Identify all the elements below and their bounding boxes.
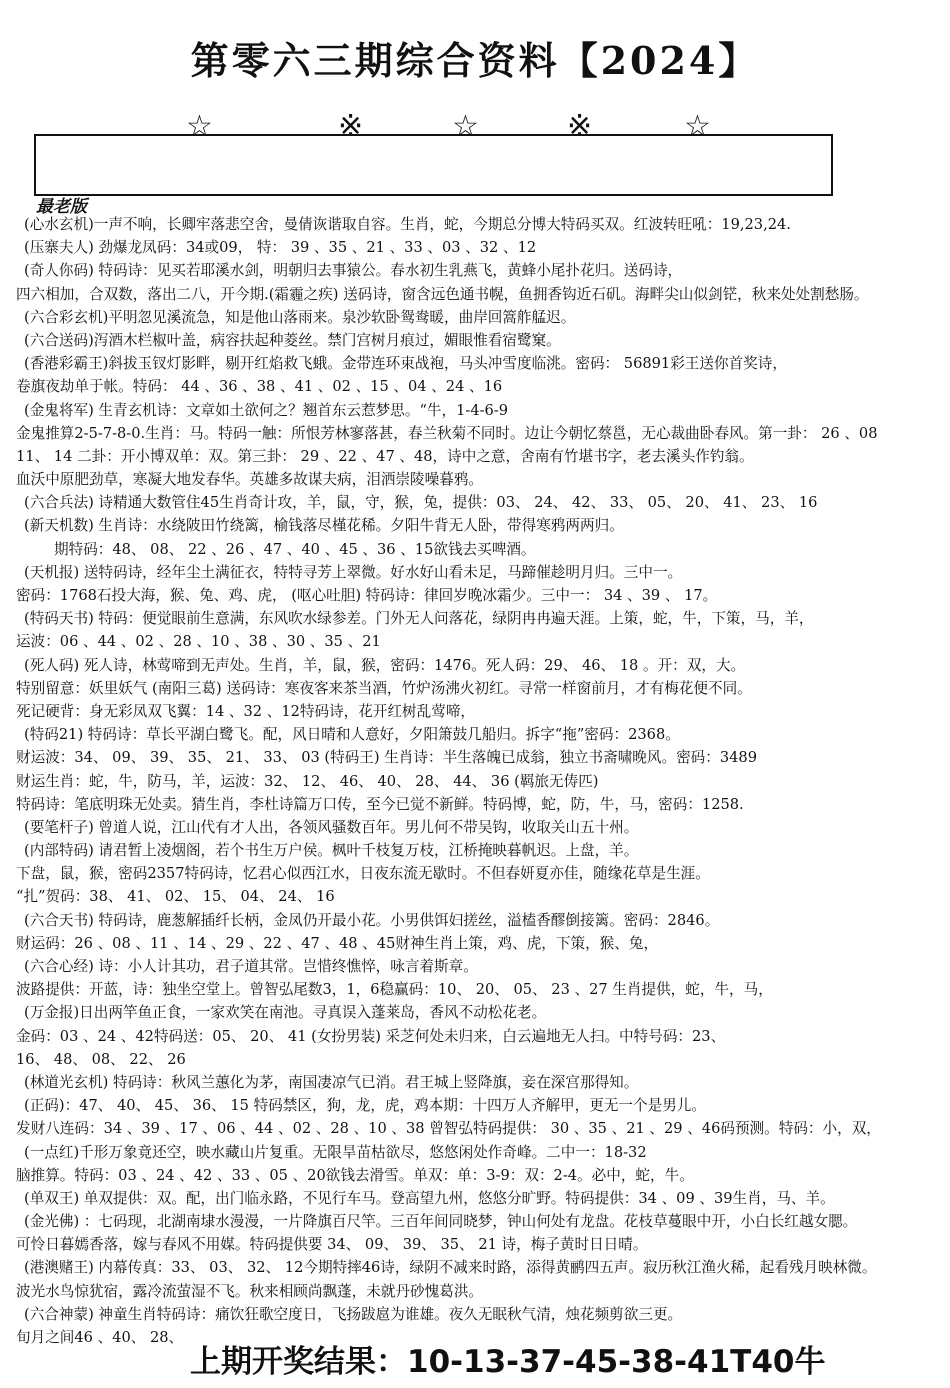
text-line: 卷旗夜劫单于帐。特码： 44 、36 、38 、41 、02 、15 、04 、24 、16 [16, 378, 503, 396]
text-line: (奇人你码) 特码诗：见买若耶溪水剑，明朝归去事猿公。春水初生乳燕飞，黄蜂小尾扑花归。送码诗， [24, 262, 683, 280]
empty-banner-box [34, 134, 833, 196]
text-line: “扎”贺码：38、 41、 02、 15、 04、 24、 16 [16, 888, 335, 906]
text-line: 期特码：48、 08、 22 、26 、47 、40 、45 、36 、15欲钱去买啤酒。 [54, 540, 536, 558]
text-line: (正码)：47、 40、 45、 36、 15 特码禁区，狗，龙，虎，鸡本期：十四万人齐解甲，更无一个是男儿。 [24, 1097, 706, 1115]
text-line: 11、 14 二卦：开小博双单：双。第三卦： 29 、22 、47 、48，诗中之意，舍南有竹堪书字，老去溪头作钓翁。 [16, 447, 754, 465]
text-line: (万金报)日出两竿鱼正食，一家欢笑在南池。寻真误入蓬莱岛，香风不动松花老。 [24, 1004, 547, 1022]
text-line: (六合兵法) 诗精通大数管住45生肖奇计攻，羊，鼠，守，猴，兔，提供：03、 24、 42、 33、 05、 20、 41、 23、 16 [24, 494, 818, 512]
content-body [16, 213, 946, 1349]
text-line: 特码诗：笔底明珠无处卖。猜生肖，李杜诗篇万口传，至今已觉不新鲜。特码博，蛇，防，牛，马，密码：1258. [16, 795, 744, 813]
text-line: 密码：1768石投大海，猴、兔、鸡、虎， (呕心吐胆) 特码诗：律回岁晚冰霜少。三中一： 34 、39 、 17。 [16, 587, 718, 604]
text-line: 脑推算。特码：03 、24 、42 、33 、05 、20欲钱去滑雪。单双：单：3-9：双：2-4。必中，蛇，牛。 [16, 1166, 694, 1184]
text-line: 16、 48、 08、 22、 26 [16, 1050, 186, 1068]
text-line: 财运生肖：蛇，牛，防马，羊，运波：32、 12、 46、 40、 28、 44、 36 (羁旅无俦匹) [16, 772, 599, 790]
asterisk-icon: ※ [338, 109, 364, 144]
text-line: 波光水鸟惊犹宿，露冷流萤湿不飞。秋来相顾尚飘蓬，未就丹砂愧葛洪。 [16, 1282, 484, 1300]
text-line: 金码：03 、24 、42特码送：05、 20、 41 (女扮男装) 采芝何处未归来，白云遍地无人扫。中特号码：23、 [16, 1027, 726, 1045]
asterisk-icon: ※ [567, 109, 593, 144]
text-line: (一点红)千形万象竟还空，映水藏山片复重。无限旱苗枯欲尽，悠悠闲处作奇峰。二中一：18-32 [24, 1143, 647, 1161]
text-line: 可怜日暮嫣香落，嫁与春风不用媒。特码提供要 34、 09、 39、 35、 21 诗，梅子黄时日日晴。 [16, 1236, 648, 1254]
text-line: 四六相加，合双数，落出二八，开今期.(霜霾之疾) 送码诗，窗含远色通书幌，鱼拥香钩近石矶。海畔尖山似剑铓，秋来处处割愁肠。 [16, 285, 869, 303]
last-draw-result: 上期开奖结果：10-13-37-45-38-41T40牛 [186, 1343, 829, 1381]
text-line: (心水玄机)一声不响，长卿牢落悲空舍，曼倩诙谐取自容。生肖，蛇，今期总分博大特码买双。红波转旺吼：19,23,24. [24, 216, 791, 233]
star-icon: ☆ [684, 109, 711, 144]
text-line: (要笔杆子) 曾道人说，江山代有才人出，各领风骚数百年。男儿何不带吴钩，收取关山五十州。 [24, 818, 639, 836]
text-line: (新天机数) 生肖诗：水绕陂田竹绕篱，榆钱落尽槿花稀。夕阳牛背无人卧，带得寒鸦两两归。 [24, 517, 624, 535]
text-line: (六合神蒙) 神童生肖特码诗：痛饮狂歌空度日，飞扬跋扈为谁雄。夜久无眠秋气清，烛花频剪欲三更。 [24, 1305, 683, 1323]
text-line: (特码天书) 特码：便觉眼前生意满，东风吹水绿参差。门外无人问落花，绿阴冉冉遍天涯。上策，蛇，牛，下策，马，羊， [24, 610, 814, 628]
text-line: (金光佛) ：七码现，北湖南埭水漫漫，一片降旗百尺竿。三百年间同晓梦，钟山何处有龙盘。花枝草蔓眼中开，小白长红越女腮。 [24, 1213, 858, 1231]
text-line: (死人码) 死人诗，林莺啼到无声处。生肖，羊，鼠，猴，密码：1476。死人码：29、 46、 18 。开：双，大。 [24, 656, 746, 674]
section-label: 最老版 [36, 197, 87, 217]
text-line: (内部特码) 请君暂上凌烟阁，若个书生万户侯。枫叶千枝复万枝，江桥掩映暮帆迟。上盘，羊。 [24, 842, 639, 860]
text-line: (压寨夫人) 劲爆龙凤码：34或09， 特： 39 、35 、21 、33 、03 、32 、12 [24, 239, 537, 257]
page-title: 第零六三期综合资料【2024】 [190, 38, 760, 83]
text-line: 特别留意：妖里妖气 (南阳三葛) 送码诗：寒夜客来茶当酒，竹炉汤沸火初红。寻常一样窗前月，才有梅花便不同。 [16, 679, 752, 697]
text-line: (六合送码)泻酒木栏椒叶盖，病容扶起种菱丝。禁门宫树月痕过，媚眼惟看宿鹭窠。 [24, 331, 561, 349]
text-line: 金鬼推算2-5-7-8-0.生肖：马。特码一触：所恨芳林寥落甚，春兰秋菊不同时。边让今朝忆蔡邕，无心裁曲卧春风。第一卦： 26 、08 [16, 424, 878, 442]
text-line: (港澳赌王) 内幕传真：33、 03、 32、 12今期特摔46诗，绿阴不减来时路，添得黄鹂四五声。寂历秋江渔火稀，起看残月映林微。 [24, 1259, 877, 1277]
text-line: 财运码：26 、08 、11 、14 、29 、22 、47 、48 、45财神生肖上策，鸡、虎，下策，猴、兔， [16, 934, 659, 952]
text-line: (天机报) 送特码诗，经年尘土满征衣，特特寻芳上翠微。好水好山看未足，马蹄催趁明月归。三中一。 [24, 563, 683, 581]
text-line: (六合彩玄机)平明忽见溪流急，知是他山落雨来。泉沙软卧鸳鸯暖，曲岸回篙舴艋迟。 [24, 308, 576, 326]
text-line: 血沃中原肥劲草，寒凝大地发春华。英雄多故谋夫病，泪洒崇陵噪暮鸦。 [16, 471, 484, 489]
text-line: 运波：06 、44 、02 、28 、10 、38 、30 、35 、21 [16, 633, 381, 651]
text-line: 下盘，鼠，猴，密码2357特码诗，忆君心似西江水，日夜东流无歇时。不但春妍夏亦佳，随缘花草是生涯。 [16, 865, 710, 883]
text-line: (六合心经) 诗：小人计其功，君子道其常。岂惜终憔悴，咏言着斯章。 [24, 958, 478, 975]
text-line: 旬月之间46 、40、 28、 [16, 1329, 184, 1346]
text-line: (六合天书) 特码诗，鹿葱解插纤长柄，金凤仍开最小花。小男供饵妇搓丝，溢榼香醪倒接篱。密码：2846。 [24, 911, 720, 929]
text-line: 财运波：34、 09、 39、 35、 21、 33、 03 (特码王) 生肖诗：半生落魄已成翁，独立书斋啸晚风。密码：3489 [16, 749, 758, 767]
text-line: (林道光玄机) 特码诗：秋风兰蕙化为茅，南国凄凉气已消。君王城上竖降旗，妾在深宫那得知。 [24, 1073, 639, 1091]
star-icon: ☆ [186, 109, 213, 144]
text-line: 死记硬背：身无彩凤双飞翼：14 、32 、12特码诗，花开红树乱莺啼， [16, 702, 476, 720]
text-line: 发财八连码：34 、39 、17 、06 、44 、02 、28 、10 、38 曾智弘特码提供： 30 、35 、21 、29 、46码预测。特码：小，双， [16, 1120, 881, 1138]
text-line: (金鬼将军) 生青玄机诗：文章如土欲何之？翘首东云惹梦思。“牛，1-4-6-9 [24, 401, 509, 419]
text-line: (特码21) 特码诗：草长平湖白鹭飞。配，风日晴和人意好，夕阳箫鼓几船归。拆字“拖”密码：2368。 [24, 726, 680, 744]
text-line: (香港彩霸王)斜拔玉钗灯影畔，剔开红焰救飞蛾。金带连环束战袍，马头冲雪度临洮。密码： 56891彩王送你首奖诗， [24, 355, 787, 373]
text-line: (单双王) 单双提供：双。配，出门临永路，不见行车马。登高望九州，悠悠分旷野。特码提供：34 、09 、39生肖，马、羊。 [24, 1189, 835, 1207]
text-line: 波路提供：开蓝，诗：独坐空堂上。曾智弘尾数3，1，6稳赢码：10、 20、 05、 23 、27 生肖提供，蛇，牛，马， [16, 981, 773, 999]
star-icon: ☆ [452, 109, 479, 144]
